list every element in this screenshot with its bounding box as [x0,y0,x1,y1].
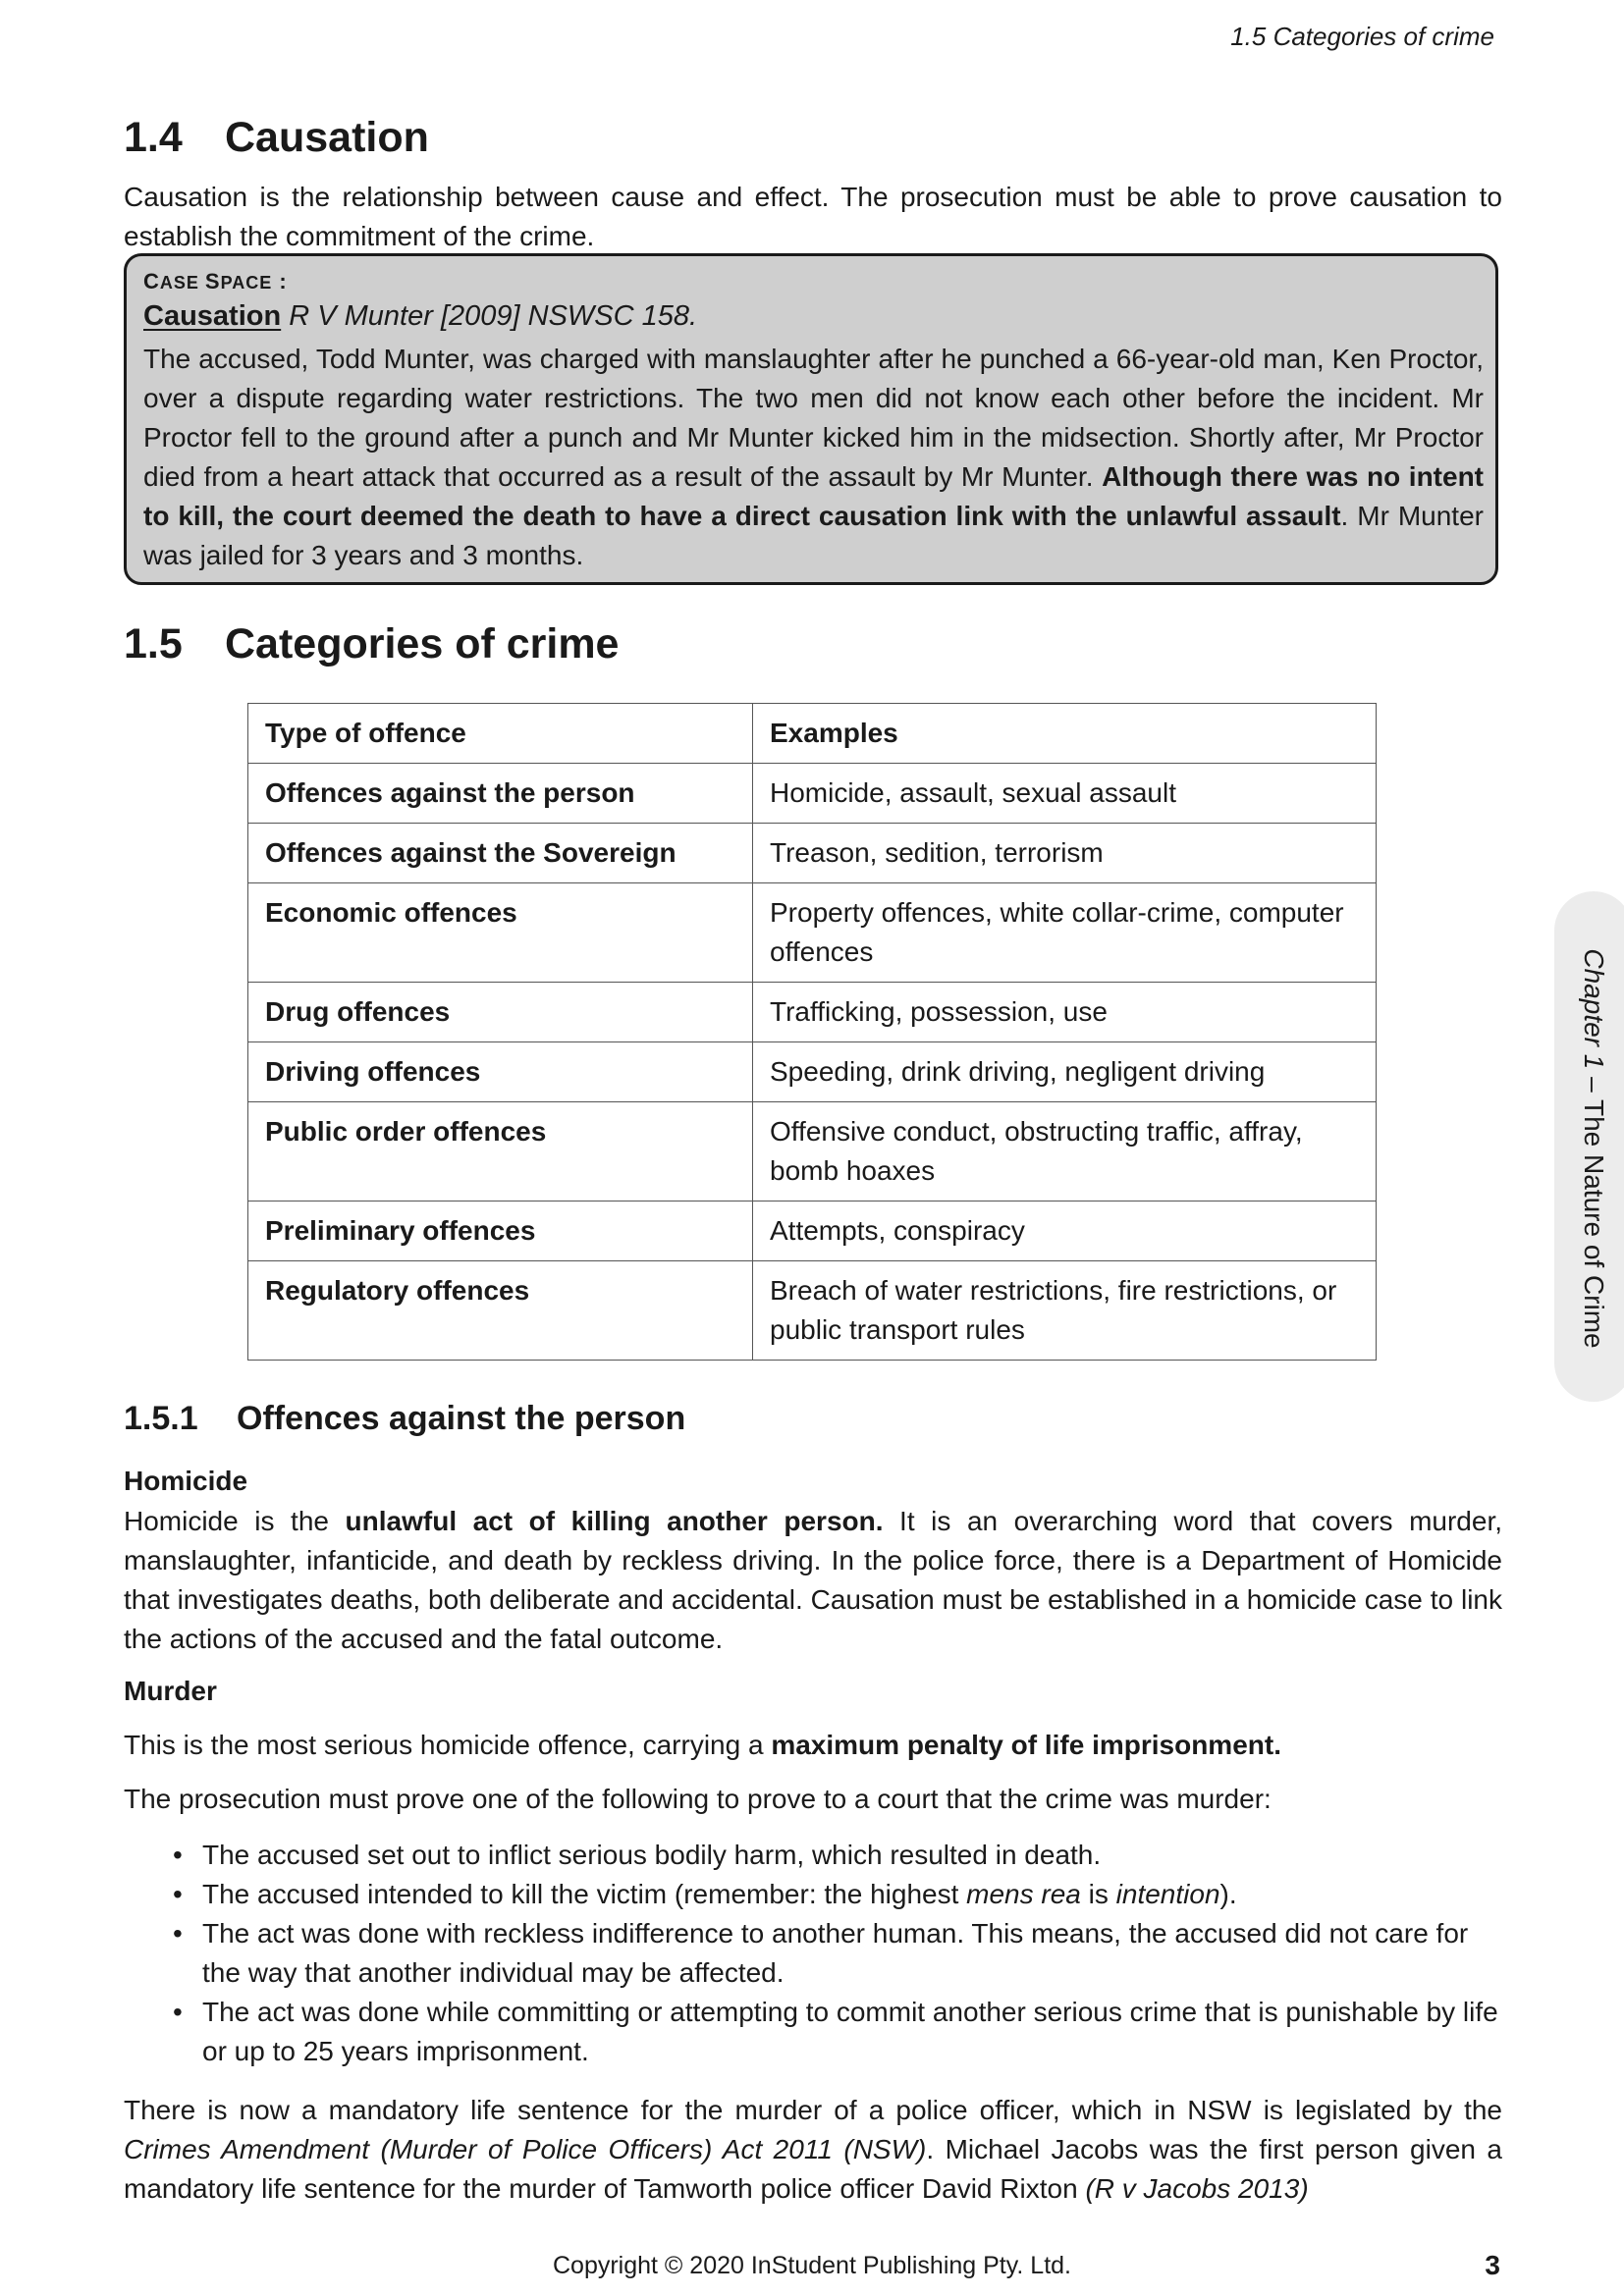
section-title: Categories of crime [225,620,620,667]
table-cell: Offences against the Sovereign [248,824,753,883]
table-cell: Economic offences [248,883,753,983]
page-number: 3 [1485,2250,1500,2280]
table-row [248,764,1377,824]
table-cell: Treason, sedition, terrorism [753,824,1377,883]
table-header-cell: Examples [753,704,1377,764]
section-number: 1.5 [124,620,183,667]
table-cell: Speeding, drink driving, negligent driving [753,1042,1377,1102]
table-cell: Preliminary offences [248,1201,753,1261]
table-cell: Attempts, conspiracy [753,1201,1377,1261]
homicide-paragraph: Homicide is the unlawful act of killing another person. It is an overarching word that covers murder, manslaughter, infanticide, and death by reckless driving. In the police force, there is a Department of Homicide that investigates deaths, both deliberate and accidental. Causation must be established in a homicide case to link the actions of the accused and the fatal outcome. [124,1506,1503,1654]
chapter-side-label: Chapter 1 – The Nature of Crime [1579,948,1609,1349]
homicide-heading: Homicide [124,1466,248,1496]
table-cell: Trafficking, possession, use [753,983,1377,1042]
table-cell: Offensive conduct, obstructing traffic, affray, bomb hoaxes [753,1102,1377,1201]
footer-copyright: Copyright © 2020 InStudent Publishing Pty. Ltd. [552,2252,1071,2279]
list-item: • The accused intended to kill the victim (remember: the highest mens rea is intention). [173,1875,1502,1914]
causation-intro: Causation is the relationship between cause and effect. The prosecution must be able to prove causation to establish the commitment of the crime. [124,182,1502,251]
table-row [248,1261,1377,1361]
table-cell: Breach of water restrictions, fire restrictions, or public transport rules [753,1261,1377,1361]
section-number: 1.4 [124,114,183,161]
subsection-heading-offences-person [124,1400,685,1438]
list-item: • The act was done while committing or attempting to commit another serious crime that is punishable by life or up to 25 years imprisonment. [173,1993,1502,2071]
list-item: • The act was done with reckless indifference to another human. This means, the accused did not care for the way that another individual may be affected. [173,1914,1502,1993]
table-row [248,1042,1377,1102]
list-item: • The accused set out to inflict serious bodily harm, which resulted in death. [173,1836,1502,1875]
table-row [248,824,1377,883]
murder-paragraph-3: There is now a mandatory life sentence for the murder of a police officer, which in NSW is legislated by the Crimes Amendment (Murder of Police Officers) Act 2011 (NSW). Michael Jacobs was the first person given a mandatory life sentence for the murder of Tamworth police officer David Rixton (R v Jacobs 2013) [124,2095,1503,2204]
murder-heading: Murder [124,1676,217,1706]
offences-table [247,703,1377,1361]
table-cell: Driving offences [248,1042,753,1102]
case-title [143,300,697,333]
table-cell: Homicide, assault, sexual assault [753,764,1377,824]
section-title: Causation [225,114,429,161]
case-link-word: Causation [143,300,282,332]
murder-criteria-list [173,1836,1502,2071]
table-cell: Offences against the person [248,764,753,824]
murder-paragraph-2: The prosecution must prove one of the following to prove to a court that the crime was murder: [124,1784,1272,1814]
subsection-number: 1.5.1 [124,1400,198,1437]
table-header-cell: Type of offence [248,704,753,764]
table-cell: Property offences, white collar-crime, computer offences [753,883,1377,983]
section-heading-categories [124,620,619,668]
running-head: 1.5 Categories of crime [1230,22,1494,51]
section-heading-causation [124,114,429,162]
table-row [248,1102,1377,1201]
table-row [248,883,1377,983]
case-citation: R V Munter [2009] NSWSC 158. [281,300,698,332]
case-space-label: CASE SPACE : [143,269,288,294]
table-header-row [248,704,1377,764]
case-body: The accused, Todd Munter, was charged with manslaughter after he punched a 66-year-old man, Ken Proctor, over a dispute regarding water restrictions. The two men did not know each other before the incident. Mr Proctor fell to the ground after a punch and Mr Munter kicked him in the midsection. Shortly after, Mr Proctor died from a heart attack that occurred as a result of the assault by Mr Munter. Although there was no intent to kill, the court deemed the death to have a direct causation link with the unlawful assault. Mr Munter was jailed for 3 years and 3 months. [143,344,1485,570]
table-row [248,1201,1377,1261]
table-cell: Public order offences [248,1102,753,1201]
murder-paragraph-1: This is the most serious homicide offence, carrying a maximum penalty of life imprisonment. [124,1730,1281,1760]
table-cell: Regulatory offences [248,1261,753,1361]
subsection-title: Offences against the person [237,1400,686,1437]
table-cell: Drug offences [248,983,753,1042]
table-row [248,983,1377,1042]
